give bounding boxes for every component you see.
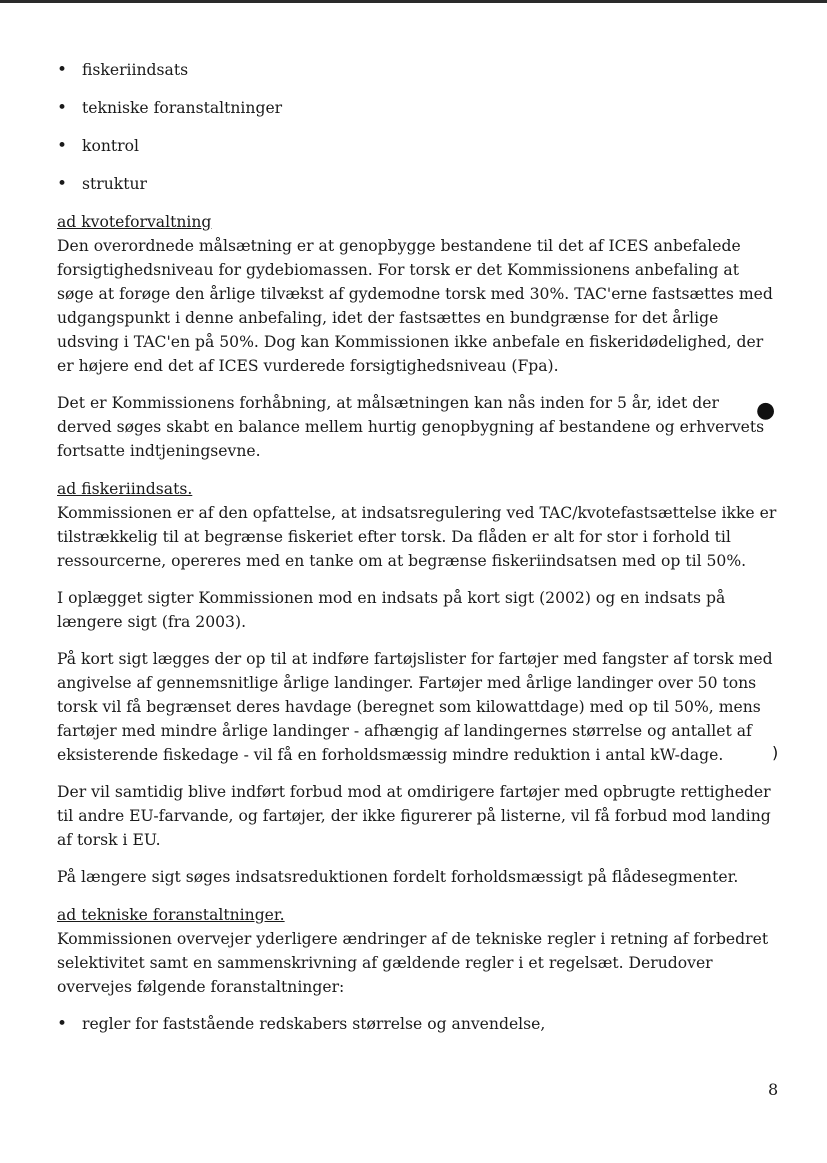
section-tekniske-foranstaltninger — [57, 903, 777, 1036]
paragraph: Der vil samtidig blive indført forbud mod at omdirigere fartøjer med opbrugte rettigheder til andre EU-farvande, og fartøjer, der ikke figurerer på listerne, vil få forbud mod landing af torsk i EU. — [57, 783, 771, 849]
intro-bullet-list — [57, 58, 777, 196]
paragraph: På kort sigt lægges der op til at indføre fartøjslister for fartøjer med fangster af torsk med angivelse af gennemsnitlige årlige landinger. Fartøjer med årlige landinger over 50 tons torsk vil få begrænset deres havdage (beregnet som kilowattdage) med op til 50%, mens fartøjer med mindre årlige landinger - afhængig af landingernes størrelse og antallet af eksisterende fiskedage - vil få en forholdsmæssig mindre reduktion i antal kW-dage. — [57, 650, 773, 764]
section-kvoteforvaltning — [57, 210, 777, 463]
scan-mark-icon: ) — [772, 743, 779, 762]
list-item: • regler for faststående redskabers størrelse og anvendelse, — [57, 1012, 777, 1036]
paragraph: Det er Kommissionens forhåbning, at målsætningen kan nås inden for 5 år, idet der derved søges skabt en balance mellem hurtig genopbygning af bestandene og erhvervets fortsatte indtjeningsevne. — [57, 394, 765, 460]
list-item: • struktur — [57, 172, 777, 196]
top-border-line — [0, 0, 827, 3]
paragraph: Kommissionen overvejer yderligere ændringer af de tekniske regler i retning af forbedret selektivitet samt en sammenskrivning af gældende regler i et regelsæt. Derudover overvejes følgende foranstaltninger: — [57, 930, 769, 996]
paragraph: På længere sigt søges indsatsreduktionen fordelt forholdsmæssigt på flådesegmenter. — [57, 868, 739, 886]
document-page — [57, 58, 777, 1050]
scan-mark-icon: ● — [756, 398, 776, 423]
list-item: • tekniske foranstaltninger — [57, 96, 777, 120]
paragraph: Kommissionen er af den opfattelse, at indsatsregulering ved TAC/kvotefastsættelse ikke er tilstrækkelig til at begrænse fiskeriet efter torsk. Da flåden er alt for stor i forhold til ressourcerne, opereres med en tanke om at begrænse fiskeriindsatsen med op til 50%. — [57, 504, 777, 570]
paragraph: Den overordnede målsætning er at genopbygge bestandene til det af ICES anbefalede forsigtighedsniveau for gydebiomassen. For torsk er det Kommissionens anbefaling at søge at forøge den årlige tilvækst af gydemodne torsk med 30%. TAC'erne fastsættes med udgangspunkt i denne anbefaling, idet der fastsættes en bundgrænse for det årlige udsving i TAC'en på 50%. Dog kan Kommissionen ikke anbefale en fiskeridødelighed, der er højere end det af ICES vurderede forsigtighedsniveau (Fpa). — [57, 237, 773, 375]
section-fiskeriindsats — [57, 477, 777, 889]
section-heading: ad kvoteforvaltning — [57, 213, 212, 231]
paragraph: I oplægget sigter Kommissionen mod en indsats på kort sigt (2002) og en indsats på længere sigt (fra 2003). — [57, 589, 726, 631]
section-heading: ad tekniske foranstaltninger. — [57, 906, 285, 924]
list-item: • fiskeriindsats — [57, 58, 777, 82]
section-heading: ad fiskeriindsats. — [57, 480, 193, 498]
page-number: 8 — [768, 1080, 779, 1099]
list-item: • kontrol — [57, 134, 777, 158]
tekniske-bullet-list — [57, 1012, 777, 1036]
